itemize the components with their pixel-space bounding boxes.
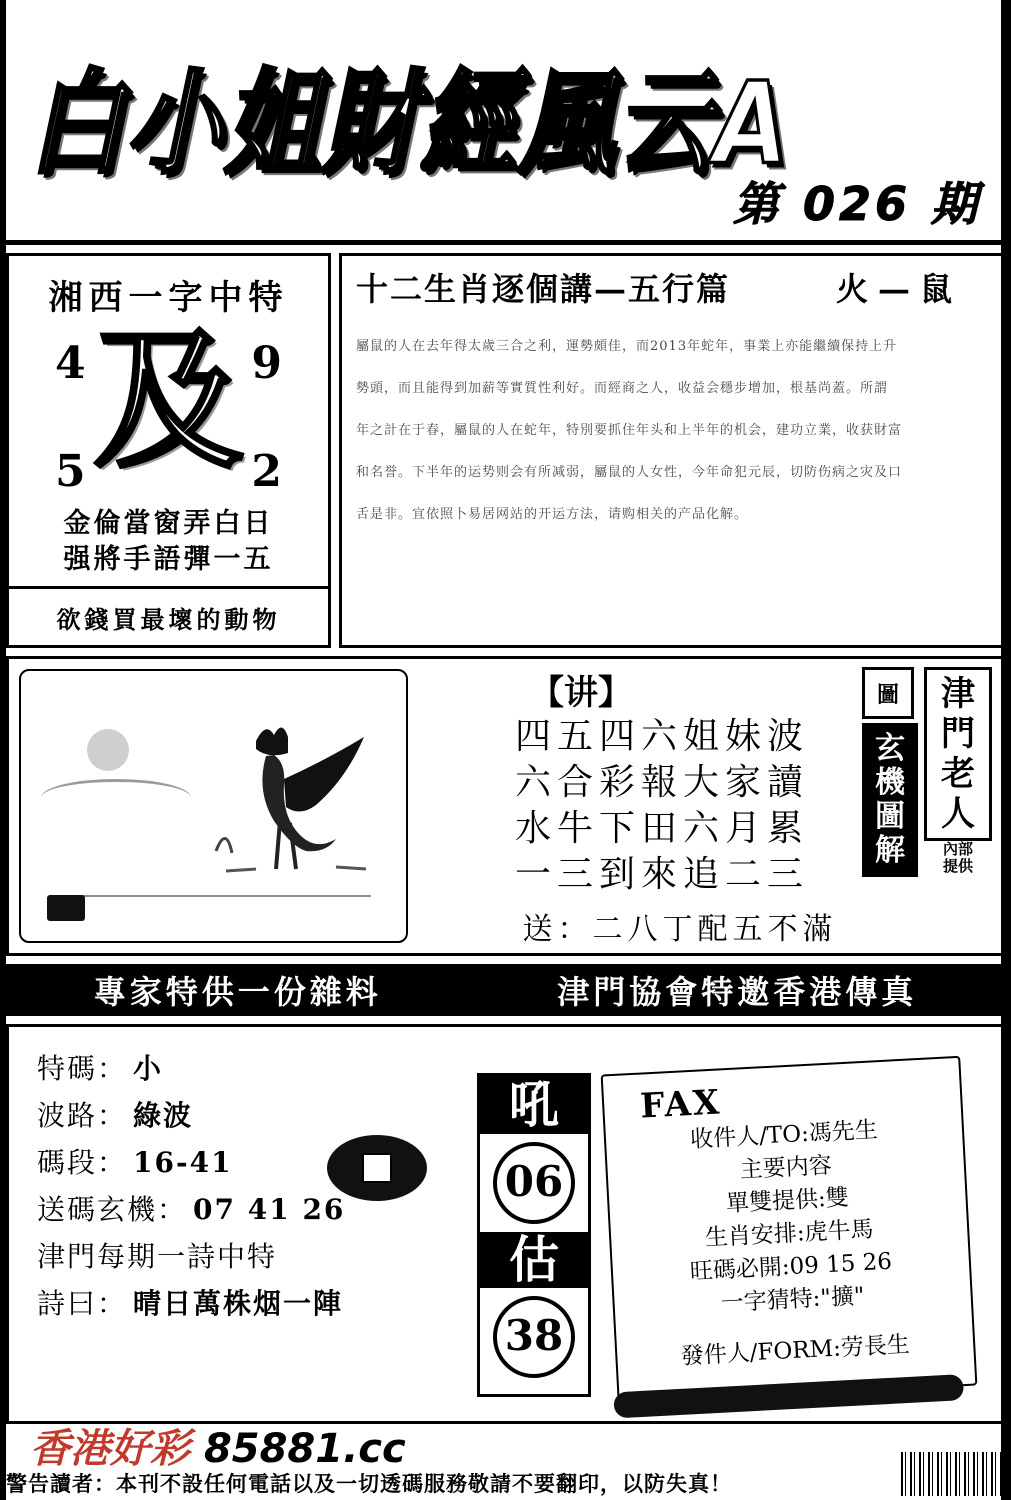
info-value: 晴日萬株烟一陣 — [133, 1287, 344, 1320]
warning-text: 警告讀者：本刊不設任何電話以及一切透碼服務敬請不要翻印，以防失真！ — [6, 1471, 732, 1496]
masthead — [0, 0, 1011, 245]
black-banner — [6, 964, 1005, 1016]
ink-painting — [19, 669, 408, 943]
lucky-number-bottom-left: 5 — [55, 446, 86, 497]
number-circle-top: 06 — [493, 1142, 575, 1224]
page-footer — [0, 1426, 1011, 1500]
rooster-icon — [196, 701, 376, 901]
stamp-icon: 圖 — [862, 667, 914, 719]
zodiac-paragraph: 屬鼠的人在去年得太歲三合之利，運勢頗佳，而2013年蛇年，事業上亦能繼續保持上升 — [356, 339, 898, 354]
info-value: 小 — [133, 1052, 164, 1085]
banner-small-bottom: 提供 — [942, 857, 973, 875]
barcode — [901, 1452, 1001, 1496]
banner-black-text: 玄機圖解 — [862, 723, 918, 877]
info-label: 送碼玄機： — [37, 1193, 188, 1226]
lucky-char-box — [6, 253, 331, 648]
zodiac-paragraph: 年之計在于春，屬鼠的人在蛇年，特別要抓住年头和上半年的机会，建功立業，收获財富 — [356, 423, 903, 438]
lucky-char-panel — [6, 253, 331, 589]
zodiac-paragraph: 勢頭，而且能得到加薪等實質性利好。而經商之人，收益会穩步增加，根基尚蓋。所謂 — [356, 381, 889, 396]
fax-line: 旺碼必開:09 15 26 — [689, 1248, 893, 1286]
prediction-info-list — [9, 1027, 464, 1421]
black-banner-right: 津門協會特邀香港傳真 — [557, 973, 918, 1011]
fax-line: 收件人/TO:馮先生 — [689, 1117, 879, 1154]
info-value: 16-41 — [133, 1146, 233, 1179]
lucky-footer-text: 欲錢買最壞的動物 — [6, 589, 331, 648]
coin-hole — [362, 1153, 392, 1183]
info-value: 07 41 26 — [193, 1193, 346, 1226]
fax-line: 單雙提供:雙 — [725, 1184, 850, 1218]
info-label: 津門每期一詩中特 — [37, 1240, 278, 1273]
page-title: 白小姐財經風云A — [28, 57, 791, 190]
verse-head: 【讲】 — [530, 673, 632, 713]
verse-line: 一三到來追二三 — [514, 854, 809, 895]
banner-wide-column — [924, 667, 992, 877]
info-row — [37, 1045, 464, 1092]
zodiac-subtitle: 火—鼠 — [835, 270, 962, 308]
info-label: 詩曰： — [37, 1287, 128, 1320]
lucky-poem-line-1: 金倫當窗弄白日 — [63, 508, 274, 539]
info-label: 碼段： — [37, 1146, 128, 1179]
info-row — [37, 1092, 464, 1139]
lucky-number-top-right: 9 — [251, 338, 282, 389]
number-column-mid: 估 — [480, 1232, 588, 1288]
seal-stamp — [47, 895, 85, 921]
site-domain: 85881.cc — [203, 1426, 406, 1472]
info-value: 綠波 — [133, 1099, 194, 1132]
lucky-number-bottom-right: 2 — [251, 446, 282, 497]
lucky-number-top-left: 4 — [55, 338, 86, 389]
fax-note — [601, 1056, 978, 1404]
fax-line: 發件人/FORM:劳長生 — [680, 1331, 911, 1370]
lucky-big-character: 及 — [93, 313, 244, 489]
verse-send-line: 送：二八丁配五不滿 — [522, 912, 838, 947]
info-label: 波路： — [37, 1099, 128, 1132]
vertical-banner — [862, 667, 992, 877]
zodiac-title: 十二生肖逐個講—五行篇 — [356, 270, 731, 308]
lucky-poem — [9, 506, 328, 578]
banner-wide-text: 津門老人 — [924, 667, 992, 841]
info-label: 特碼： — [37, 1052, 128, 1085]
number-circle-bottom: 38 — [493, 1296, 575, 1378]
zodiac-paragraph: 和名誉。下半年的运势则会有所减弱，屬鼠的人女性，今年命犯元辰，切防伤病之灾及口 — [356, 465, 903, 480]
site-name: 香港好彩 — [30, 1426, 190, 1472]
verse-line: 水牛下田六月累 — [514, 808, 809, 849]
fax-roll-bar — [613, 1374, 964, 1418]
number-column — [477, 1073, 591, 1397]
verse-line: 六合彩報大家讀 — [514, 762, 809, 803]
black-banner-left: 專家特供一份雜料 — [93, 973, 382, 1011]
site-watermark — [30, 1417, 406, 1474]
sun-shape — [87, 729, 129, 771]
lucky-char-title: 湘西一字中特 — [48, 278, 289, 318]
coin-icon — [327, 1135, 427, 1201]
zodiac-body — [356, 326, 988, 536]
top-row — [6, 253, 1005, 648]
fax-line: 一字猜特:"擴" — [720, 1283, 866, 1317]
banner-small-top: 內部 — [942, 840, 973, 858]
fax-title: FAX — [639, 1082, 723, 1127]
number-column-header: 吼 — [480, 1076, 588, 1134]
prediction-row — [6, 1024, 1005, 1424]
lucky-poem-line-2: 强將手語彈一五 — [63, 544, 274, 575]
banner-black-column — [862, 667, 918, 877]
illustration-verse-row — [6, 656, 1005, 956]
zodiac-article — [339, 253, 1005, 648]
verse-panel — [418, 659, 1002, 953]
verse-line: 四五四六姐妹波 — [514, 716, 809, 757]
zodiac-paragraph: 舌是非。宜依照卜易居网站的开运方法，请购相关的产品化解。 — [356, 507, 749, 522]
hill-shape — [41, 779, 191, 816]
fax-line: 主要内容 — [739, 1152, 833, 1184]
fax-line: 生肖安排:虎牛馬 — [704, 1216, 875, 1252]
issue-number: 第 026 期 — [732, 177, 981, 231]
zodiac-header — [356, 264, 988, 310]
info-row — [37, 1280, 464, 1327]
info-row — [37, 1233, 464, 1280]
